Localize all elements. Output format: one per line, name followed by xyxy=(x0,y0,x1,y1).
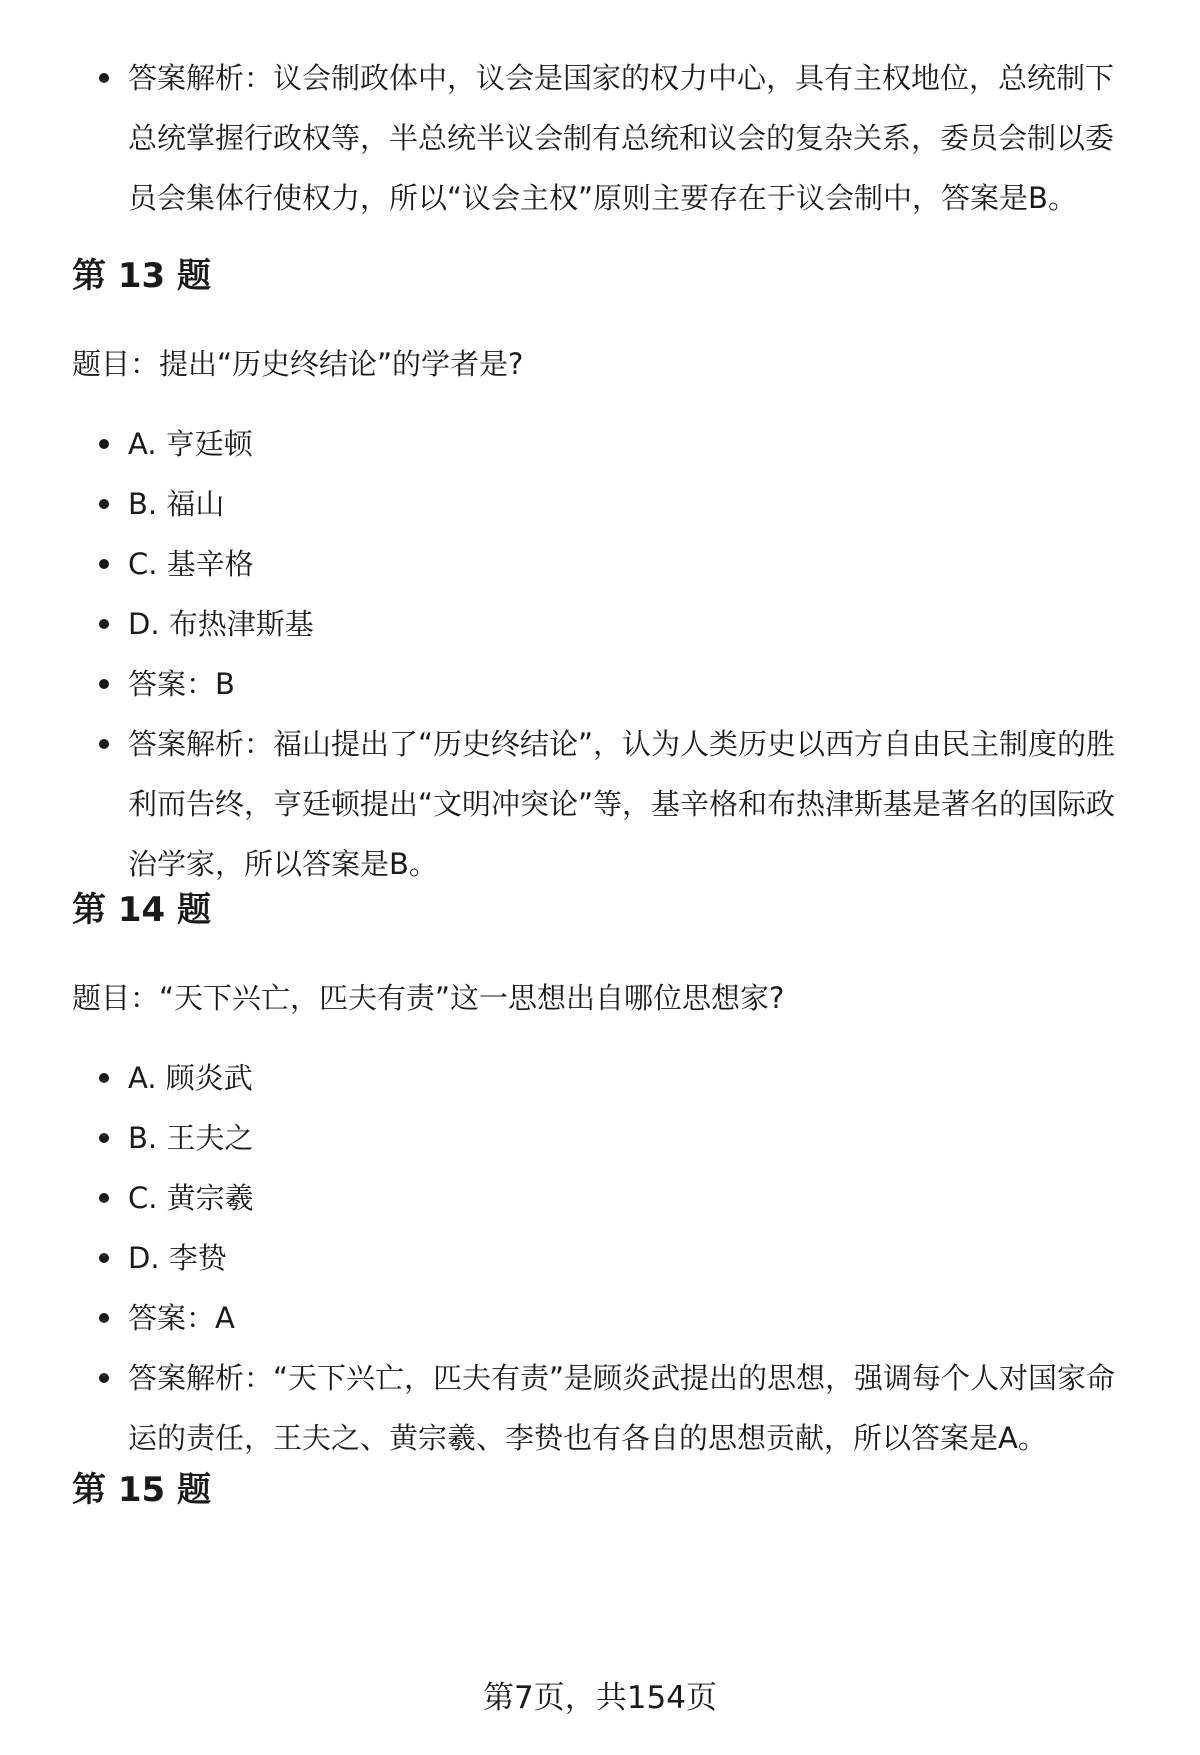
q12-explanation: 答案解析：议会制政体中，议会是国家的权力中心，具有主权地位，总统制下总统掌握行政权等，半总统半议会制有总统和议会的复杂关系，委员会制以委员会集体行使权力，所以“议会主权”原则主要存在于议会制中，答案是B。 xyxy=(72,48,1142,228)
q14-option-c: C. 黄宗羲 xyxy=(72,1168,1142,1228)
q14-heading: 第 14 题 xyxy=(72,890,211,930)
q14-bullet-list xyxy=(72,1048,1142,1468)
q13-answer: 答案：B xyxy=(72,654,1142,714)
q14-option-d: D. 李贽 xyxy=(72,1228,1142,1288)
q13-stem: 题目：提出“历史终结论”的学者是? xyxy=(72,347,524,381)
page-number-footer: 第7页，共154页 xyxy=(483,1680,717,1716)
q14-options-block xyxy=(72,1048,1142,1468)
q14-explanation: 答案解析：“天下兴亡，匹夫有责”是顾炎武提出的思想，强调每个人对国家命运的责任，王夫之、黄宗羲、李贽也有各自的思想贡献，所以答案是A。 xyxy=(72,1348,1142,1468)
q13-option-d: D. 布热津斯基 xyxy=(72,594,1142,654)
q14-stem: 题目：“天下兴亡，匹夫有责”这一思想出自哪位思想家? xyxy=(72,981,785,1015)
q13-explanation: 答案解析：福山提出了“历史终结论”，认为人类历史以西方自由民主制度的胜利而告终，亨廷顿提出“文明冲突论”等，基辛格和布热津斯基是著名的国际政治学家，所以答案是B。 xyxy=(72,714,1142,894)
q14-answer: 答案：A xyxy=(72,1288,1142,1348)
q13-bullet-list xyxy=(72,414,1142,894)
q13-heading: 第 13 题 xyxy=(72,256,211,296)
q13-option-b: B. 福山 xyxy=(72,474,1142,534)
q13-option-a: A. 亨廷顿 xyxy=(72,414,1142,474)
q13-options-block xyxy=(72,414,1142,894)
q14-option-a: A. 顾炎武 xyxy=(72,1048,1142,1108)
q13-option-c: C. 基辛格 xyxy=(72,534,1142,594)
q12-explanation-block xyxy=(72,48,1142,228)
q12-bullet-list xyxy=(72,48,1142,228)
q15-heading: 第 15 题 xyxy=(72,1470,211,1510)
q14-option-b: B. 王夫之 xyxy=(72,1108,1142,1168)
